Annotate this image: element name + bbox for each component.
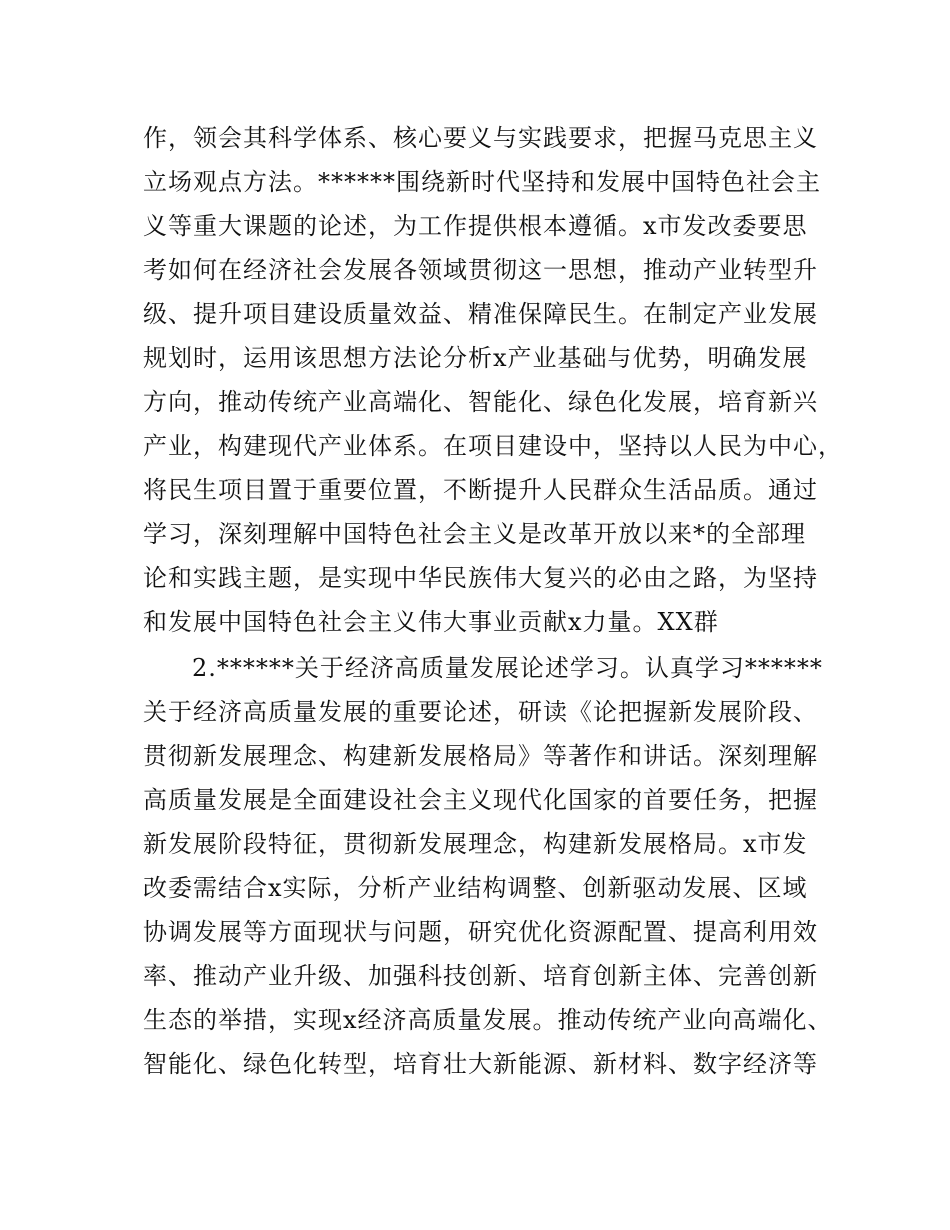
text-line: 改委需结合x实际，分析产业结构调整、创新驱动发展、区域: [143, 874, 808, 902]
text-line: 生态的举措，实现x经济高质量发展。推动传统产业向高端化、: [143, 1006, 833, 1034]
text-line: 论和实践主题，是实现中华民族伟大复兴的必由之路，为坚持: [143, 564, 818, 592]
text-line: 2.******关于经济高质量发展论述学习。认真学习******: [192, 654, 823, 682]
text-line: 协调发展等方面现状与问题，研究优化资源配置、提高利用效: [143, 918, 818, 946]
text-line: 率、推动产业升级、加强科技创新、培育创新主体、完善创新: [143, 962, 818, 990]
text-line: 和发展中国特色社会主义伟大事业贡献x力量。XX群: [143, 608, 719, 636]
text-line: 作，领会其科学体系、核心要义与实践要求，把握马克思主义: [143, 124, 818, 152]
text-line: 智能化、绿色化转型，培育壮大新能源、新材料、数字经济等: [143, 1050, 818, 1078]
text-line: 关于经济高质量发展的重要论述，研读《论把握新发展阶段、: [143, 698, 818, 726]
text-line: 产业，构建现代产业体系。在项目建设中，坚持以人民为中心，: [143, 432, 843, 460]
text-line: 立场观点方法。******围绕新时代坚持和发展中国特色社会主: [143, 168, 821, 196]
text-line: 规划时，运用该思想方法论分析x产业基础与优势，明确发展: [143, 344, 808, 372]
text-line: 级、提升项目建设质量效益、精准保障民生。在制定产业发展: [143, 300, 818, 328]
text-line: 方向，推动传统产业高端化、智能化、绿色化发展，培育新兴: [143, 388, 818, 416]
text-line: 将民生项目置于重要位置，不断提升人民群众生活品质。通过: [143, 476, 818, 504]
text-line: 贯彻新发展理念、构建新发展格局》等著作和讲话。深刻理解: [143, 742, 818, 770]
text-line: 考如何在经济社会发展各领域贯彻这一思想，推动产业转型升: [143, 256, 818, 284]
text-line: 学习，深刻理解中国特色社会主义是改革开放以来*的全部理: [143, 520, 806, 548]
text-line: 新发展阶段特征，贯彻新发展理念，构建新发展格局。x市发: [143, 830, 808, 858]
text-line: 义等重大课题的论述，为工作提供根本遵循。x市发改委要思: [143, 212, 808, 240]
text-line: 高质量发展是全面建设社会主义现代化国家的首要任务，把握: [143, 786, 818, 814]
